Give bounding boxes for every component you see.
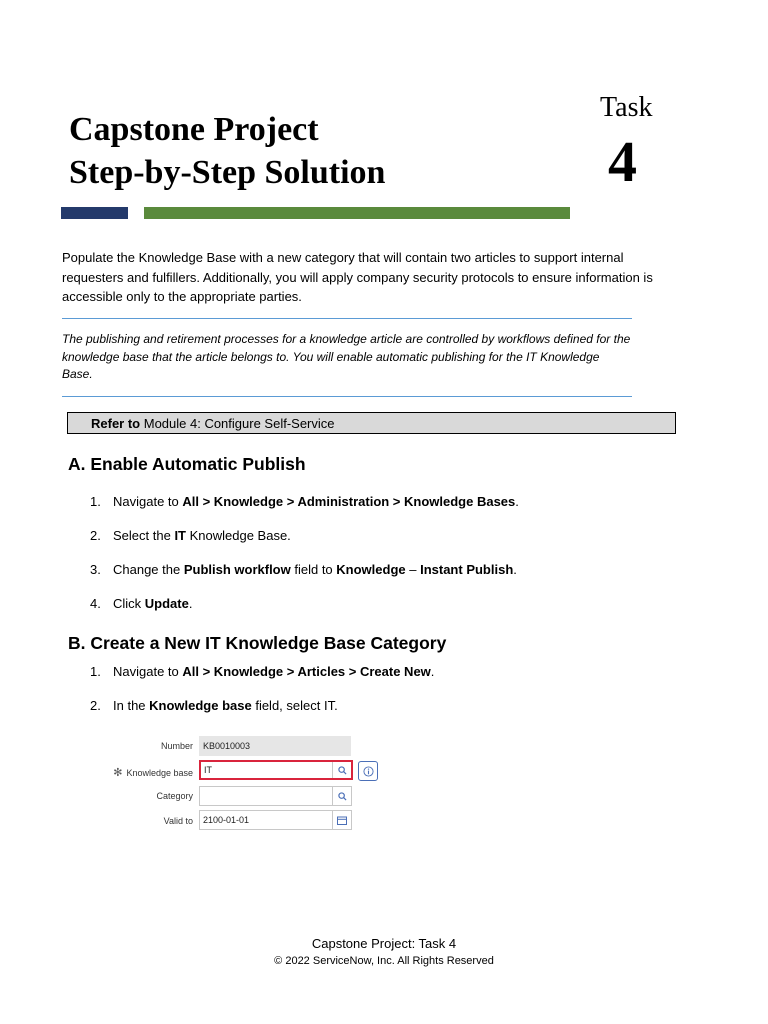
step-text: Change the [113, 562, 184, 577]
step-emphasis: Update [144, 596, 189, 611]
step-text: Select the [113, 528, 175, 543]
step-text: – [405, 562, 421, 577]
list-item-number: 2. [90, 698, 101, 713]
list-item [90, 528, 291, 543]
knowledge-article-form [100, 736, 400, 836]
step-text: . [515, 494, 519, 509]
page-title [69, 108, 385, 194]
list-item [90, 562, 517, 577]
step-text: In the [113, 698, 150, 713]
header-bar-blue [61, 207, 128, 219]
refer-label: Refer to [91, 416, 141, 431]
list-item-number: 3. [90, 562, 101, 577]
step-text: . [430, 664, 435, 679]
step-text: Click [113, 596, 145, 611]
step-text: Navigate to [113, 664, 183, 679]
list-item-number: 1. [90, 664, 101, 679]
task-label: Task [600, 92, 653, 123]
footer-title: Capstone Project: Task 4 [311, 936, 457, 951]
refer-box [67, 412, 676, 434]
step-emphasis: All > Knowledge > Articles > Create New [182, 664, 431, 679]
step-text: . [188, 596, 193, 611]
section-b-heading: B. Create a New IT Knowledge Base Category [68, 633, 447, 653]
knowledge-base-label-text: Knowledge base [126, 768, 193, 778]
valid-to-calendar-button[interactable] [332, 811, 351, 829]
list-item [90, 596, 192, 611]
list-item [90, 494, 519, 509]
section-a-heading: A. Enable Automatic Publish [68, 454, 306, 474]
number-field [199, 736, 351, 756]
step-emphasis: Knowledge base [149, 698, 252, 713]
search-icon [338, 792, 347, 801]
title-line-1: Capstone Project [69, 111, 319, 148]
step-text: . [513, 562, 517, 577]
knowledge-base-field[interactable] [199, 760, 353, 780]
header-bar-green [144, 207, 570, 219]
list-item-number: 1. [90, 494, 101, 509]
step-emphasis: Knowledge [336, 562, 406, 577]
step-text: field to [290, 562, 337, 577]
title-line-2: Step-by-Step Solution [69, 154, 386, 191]
valid-to-field[interactable] [199, 810, 352, 830]
valid-to-label: Valid to [163, 816, 193, 826]
step-text: Knowledge Base. [186, 528, 291, 543]
divider-top [62, 318, 632, 319]
category-field[interactable] [199, 786, 352, 806]
number-label: Number [160, 741, 193, 751]
step-text: field, select IT. [251, 698, 338, 713]
knowledge-base-label [113, 766, 193, 779]
list-item [90, 698, 338, 713]
step-emphasis: Publish workflow [183, 562, 291, 577]
step-emphasis: IT [174, 528, 186, 543]
step-text: Navigate to [113, 494, 183, 509]
refer-text: Module 4: Configure Self-Service [140, 416, 335, 431]
intro-paragraph: Populate the Knowledge Base with a new category that will contain two articles to support internal requesters and fulfillers. Additionally, you will apply company security protocols to ensure information is accessible only to the appropriate parties. [62, 250, 653, 304]
required-mark-icon: ✻ [113, 767, 123, 779]
step-emphasis: Instant Publish [420, 562, 514, 577]
note-paragraph: The publishing and retirement processes for a knowledge article are controlled by workflows defined for the knowledge base that the article belongs to. You will enable automatic publishing for the IT Knowledge Base. [62, 332, 631, 381]
list-item [90, 664, 434, 679]
task-number: 4 [608, 129, 637, 194]
info-icon [363, 766, 374, 777]
footer-copyright: © 2022 ServiceNow, Inc. All Rights Reserved [274, 955, 494, 967]
number-value: KB0010003 [203, 741, 251, 751]
category-label: Category [156, 791, 193, 801]
search-icon [338, 766, 347, 775]
list-item-number: 4. [90, 596, 101, 611]
knowledge-base-lookup-button[interactable] [332, 762, 351, 778]
category-lookup-button[interactable] [332, 787, 351, 805]
knowledge-base-info-button[interactable] [358, 761, 378, 781]
calendar-icon [337, 816, 347, 825]
knowledge-base-value: IT [204, 765, 212, 775]
list-item-number: 2. [90, 528, 101, 543]
step-emphasis: All > Knowledge > Administration > Knowledge Bases [182, 494, 516, 509]
divider-bottom [62, 396, 632, 397]
valid-to-value: 2100-01-01 [203, 815, 250, 825]
